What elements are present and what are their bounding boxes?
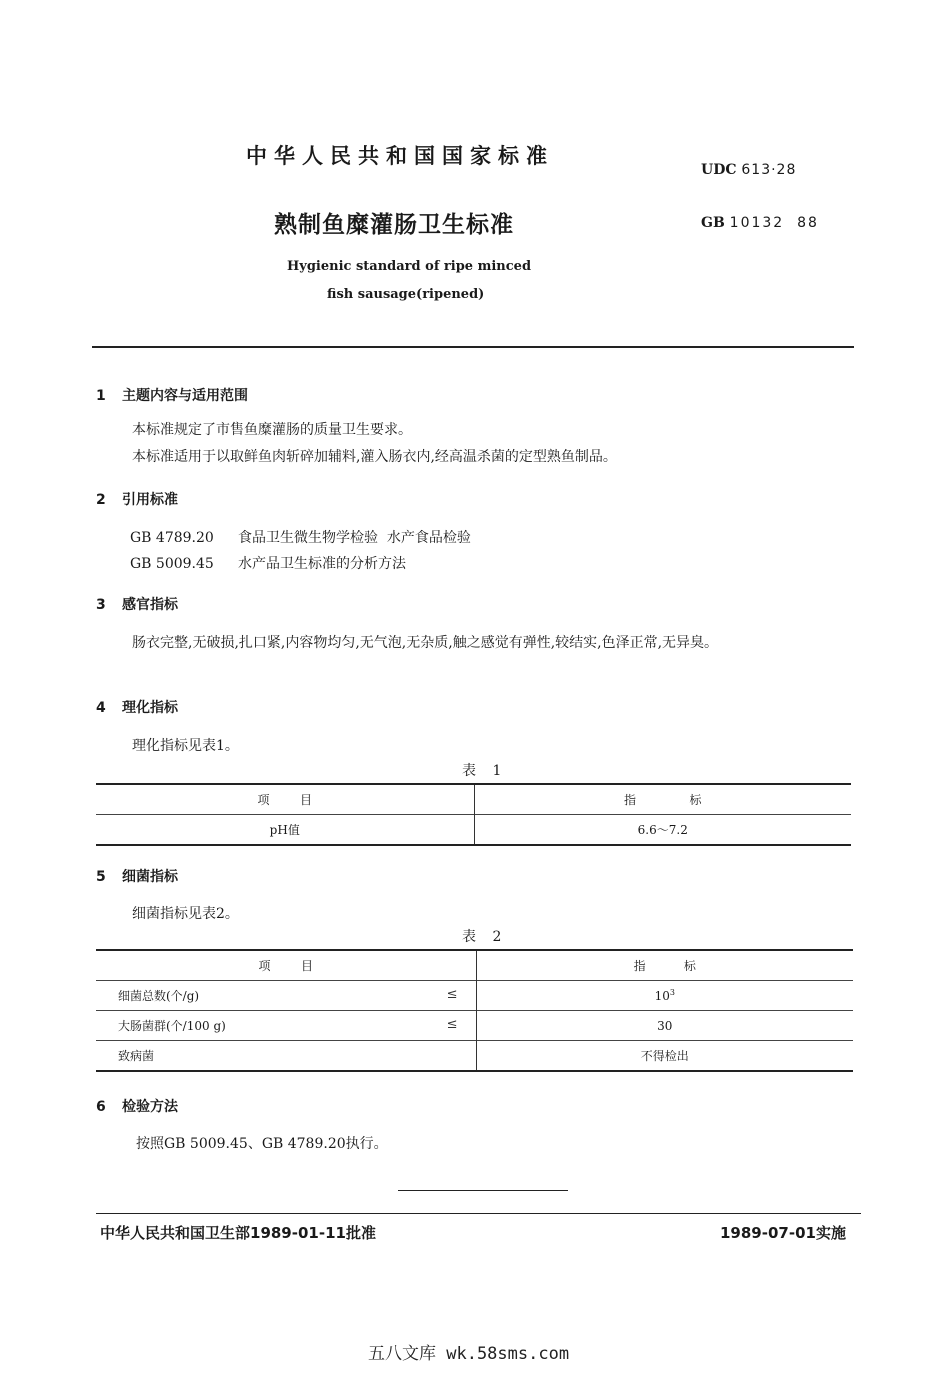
- table-1: [96, 783, 851, 846]
- item-label: 细菌总数(个/g): [118, 989, 200, 1003]
- section-1-heading: [96, 385, 248, 405]
- value-base: 30: [657, 1018, 673, 1033]
- table-header-row: [96, 950, 853, 981]
- english-title-line-1: Hygienic standard of ripe minced: [287, 259, 532, 274]
- cell-value: [476, 1011, 853, 1041]
- gb-value: 10132 88: [729, 215, 819, 231]
- section-3-paragraph: 肠衣完整,无破损,扎口紧,内容物均匀,无气泡,无杂质,触之感觉有弹性,较结实,色泽正常,无异臭。: [132, 635, 719, 651]
- cell-value: [476, 981, 853, 1011]
- table-row: [96, 981, 853, 1011]
- column-header-item: 项 目: [96, 784, 474, 815]
- document-title: 熟制鱼糜灌肠卫生标准: [274, 212, 514, 238]
- english-title-line-2: fish sausage(ripened): [327, 287, 485, 302]
- section-number: 1: [96, 388, 106, 404]
- reference-name: 水产品卫生标准的分析方法: [238, 556, 406, 572]
- section-title: 感官指标: [122, 597, 178, 613]
- cell-value: [476, 1041, 853, 1072]
- table-header-row: [96, 784, 851, 815]
- section-title: 主题内容与适用范围: [122, 388, 248, 404]
- cell-item: pH值: [96, 815, 474, 846]
- operator: ≤: [446, 1017, 458, 1032]
- value-exponent: 3: [669, 988, 675, 997]
- column-header-index: 指 标: [474, 784, 851, 815]
- section-number: 6: [96, 1099, 106, 1115]
- cell-value: 6.6～7.2: [474, 815, 851, 846]
- udc-label: UDC: [701, 162, 737, 178]
- cell-item: [96, 1041, 476, 1072]
- table-2: [96, 949, 853, 1072]
- section-5-paragraph: 细菌指标见表2。: [132, 906, 239, 922]
- section-number: 4: [96, 700, 106, 716]
- section-1-paragraph-1: 本标准规定了市售鱼糜灌肠的质量卫生要求。: [132, 422, 412, 438]
- value-base: 10: [654, 989, 670, 1003]
- header-divider: [92, 346, 854, 348]
- section-4-paragraph: 理化指标见表1。: [132, 738, 239, 754]
- gb-label: GB: [701, 215, 725, 231]
- column-header-index: 指 标: [476, 950, 853, 981]
- reference-code: GB 4789.20: [130, 530, 214, 546]
- table-row: [96, 1041, 853, 1072]
- table-row: [96, 1011, 853, 1041]
- section-3-heading: [96, 594, 178, 614]
- udc-value: 613·28: [741, 162, 797, 178]
- section-title: 检验方法: [122, 1099, 178, 1115]
- section-5-heading: [96, 866, 178, 886]
- footer-divider: [96, 1213, 861, 1214]
- end-rule: [398, 1190, 568, 1191]
- effective-date: 1989-07-01实施: [720, 1224, 846, 1242]
- section-title: 细菌指标: [122, 869, 178, 885]
- national-standard-heading: 中华人民共和国国家标准: [246, 144, 554, 168]
- section-6-heading: [96, 1096, 178, 1116]
- section-2-heading: [96, 489, 178, 509]
- section-number: 2: [96, 492, 106, 508]
- section-number: 3: [96, 597, 106, 613]
- item-label: 大肠菌群(个/100 g): [118, 1019, 226, 1033]
- section-1-paragraph-2: 本标准适用于以取鲜鱼肉斩碎加辅料,灌入肠衣内,经高温杀菌的定型熟鱼制品。: [132, 449, 617, 465]
- section-6-paragraph: 按照GB 5009.45、GB 4789.20执行。: [136, 1136, 388, 1152]
- operator: ≤: [446, 987, 458, 1002]
- section-4-heading: [96, 697, 178, 717]
- approval-statement: 中华人民共和国卫生部1989-01-11批准: [100, 1224, 376, 1242]
- watermark: 五八文库 wk.58sms.com: [368, 1344, 570, 1364]
- item-label: 致病菌: [118, 1049, 155, 1063]
- section-number: 5: [96, 869, 106, 885]
- gb-code: [701, 215, 819, 231]
- section-title: 引用标准: [122, 492, 178, 508]
- reference-item: [130, 527, 471, 547]
- reference-name: 食品卫生微生物学检验 水产食品检验: [238, 530, 471, 546]
- column-header-item: 项 目: [96, 950, 476, 981]
- table-1-caption: 表 1: [462, 763, 508, 779]
- reference-item: [130, 553, 406, 573]
- cell-item: [96, 981, 476, 1011]
- udc-code: [701, 162, 796, 178]
- table-row: [96, 815, 851, 846]
- reference-code: GB 5009.45: [130, 556, 214, 572]
- table-2-caption: 表 2: [462, 929, 508, 945]
- section-title: 理化指标: [122, 700, 178, 716]
- value-base: 不得检出: [640, 1049, 689, 1063]
- cell-item: [96, 1011, 476, 1041]
